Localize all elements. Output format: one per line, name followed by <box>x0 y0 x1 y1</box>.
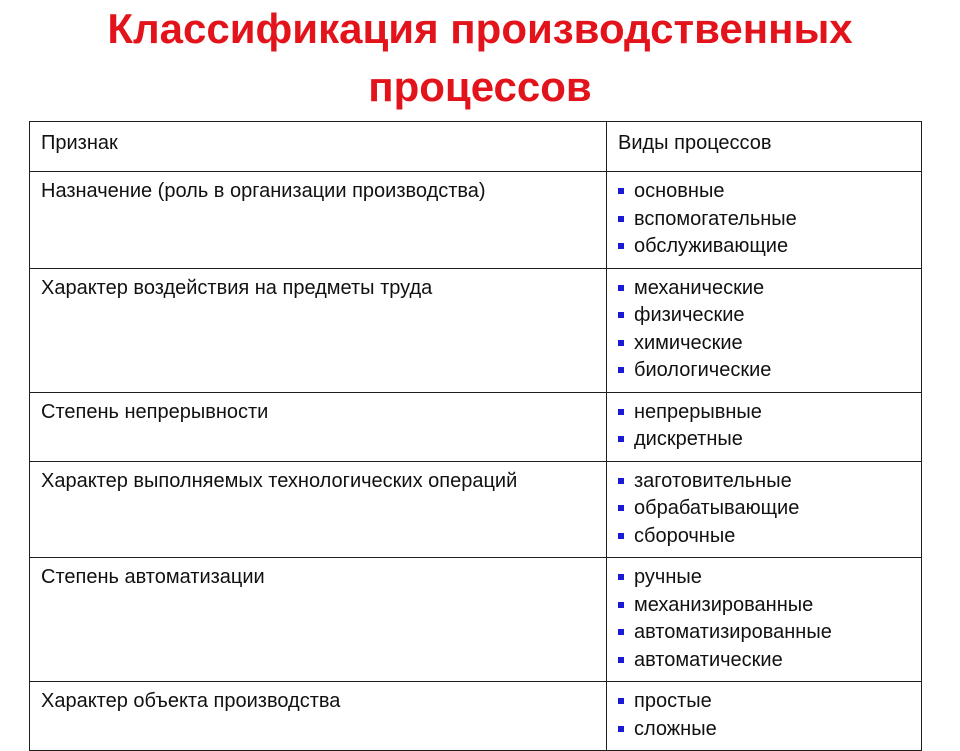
process-kind-label: биологические <box>634 359 772 381</box>
process-kind-label: сборочные <box>634 524 736 547</box>
square-bullet-icon <box>618 285 624 291</box>
square-bullet-icon <box>618 698 624 704</box>
square-bullet-icon <box>618 726 624 732</box>
process-kind-label: физические <box>634 304 745 326</box>
list-item <box>618 178 910 206</box>
list-item <box>618 523 910 551</box>
list-item <box>618 399 910 427</box>
kinds-cell <box>607 461 922 558</box>
square-bullet-icon <box>618 216 624 222</box>
kinds-cell <box>607 172 922 269</box>
kinds-list <box>618 688 910 743</box>
process-kind-label: вспомогательные <box>634 207 797 230</box>
table-row <box>30 392 922 461</box>
square-bullet-icon <box>618 602 624 608</box>
process-kind-label: дискретные <box>634 428 743 450</box>
header-kinds: Виды процессов <box>607 122 922 172</box>
process-kind-label: ручные <box>634 566 702 588</box>
process-kind-label: непрерывные <box>634 400 762 423</box>
process-kind-label: обрабатывающие <box>634 497 800 519</box>
process-kind-label: обслуживающие <box>634 235 789 257</box>
process-kind-label: механизированные <box>634 593 814 616</box>
list-item <box>618 619 910 647</box>
table-row <box>30 558 922 682</box>
process-kind-label: основные <box>634 180 725 202</box>
classification-table <box>29 121 922 751</box>
table-body <box>30 122 922 751</box>
square-bullet-icon <box>618 188 624 194</box>
list-item <box>618 302 910 330</box>
feature-cell: Степень непрерывности <box>30 392 607 461</box>
process-kind-label: заготовительные <box>634 469 792 492</box>
list-item <box>618 426 910 454</box>
process-kind-label: химические <box>634 331 743 354</box>
list-item <box>618 275 910 303</box>
square-bullet-icon <box>618 657 624 663</box>
process-kind-label: механические <box>634 276 765 299</box>
kinds-cell <box>607 558 922 682</box>
table-row <box>30 682 922 751</box>
process-kind-label: автоматизированные <box>634 621 832 643</box>
feature-cell: Назначение (роль в организации производства) <box>30 172 607 269</box>
kinds-list <box>618 468 910 551</box>
page-title <box>0 0 960 116</box>
list-item <box>618 206 910 234</box>
table-row <box>30 172 922 269</box>
square-bullet-icon <box>618 533 624 539</box>
table-row <box>30 268 922 392</box>
square-bullet-icon <box>618 436 624 442</box>
list-item <box>618 233 910 261</box>
list-item <box>618 468 910 496</box>
square-bullet-icon <box>618 574 624 580</box>
process-kind-label: автоматические <box>634 648 783 671</box>
square-bullet-icon <box>618 409 624 415</box>
kinds-list <box>618 275 910 385</box>
square-bullet-icon <box>618 312 624 318</box>
square-bullet-icon <box>618 340 624 346</box>
kinds-list <box>618 178 910 261</box>
list-item <box>618 357 910 385</box>
kinds-cell <box>607 392 922 461</box>
process-kind-label: простые <box>634 690 712 712</box>
table-header-row <box>30 122 922 172</box>
square-bullet-icon <box>618 629 624 635</box>
feature-cell: Характер воздействия на предметы труда <box>30 268 607 392</box>
table-row <box>30 461 922 558</box>
feature-cell: Характер объекта производства <box>30 682 607 751</box>
feature-cell: Степень автоматизации <box>30 558 607 682</box>
list-item <box>618 330 910 358</box>
square-bullet-icon <box>618 243 624 249</box>
process-kind-label: сложные <box>634 717 717 740</box>
list-item <box>618 688 910 716</box>
list-item <box>618 564 910 592</box>
square-bullet-icon <box>618 367 624 373</box>
page-title-line-2: процессов <box>368 63 592 110</box>
kinds-list <box>618 399 910 454</box>
square-bullet-icon <box>618 478 624 484</box>
kinds-cell <box>607 682 922 751</box>
page-title-line-1: Классификация производственных <box>107 5 853 52</box>
list-item <box>618 647 910 675</box>
kinds-cell <box>607 268 922 392</box>
kinds-list <box>618 564 910 674</box>
square-bullet-icon <box>618 505 624 511</box>
feature-cell: Характер выполняемых технологических операций <box>30 461 607 558</box>
list-item <box>618 495 910 523</box>
list-item <box>618 592 910 620</box>
header-feature: Признак <box>30 122 607 172</box>
